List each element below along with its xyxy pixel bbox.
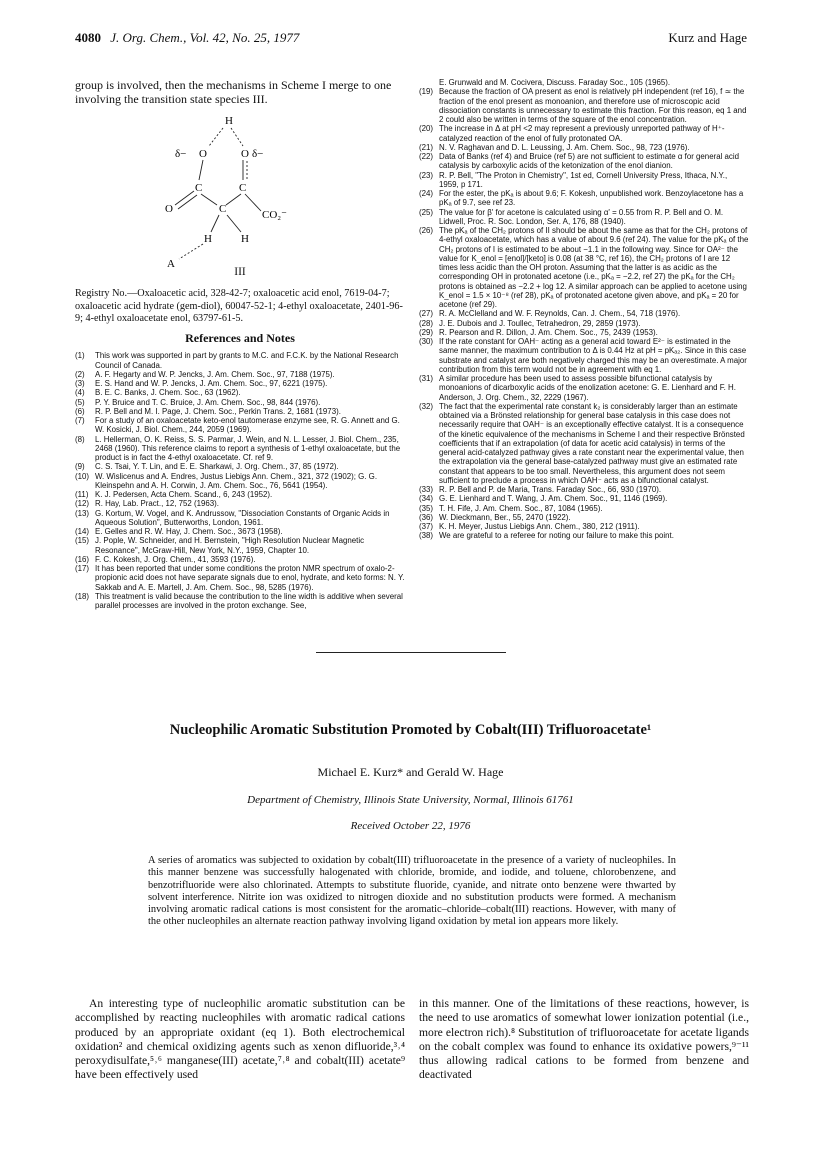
reference-item [419,328,749,337]
bond-c-h-right [227,215,241,232]
reference-text: If the rate constant for OAH⁻ acting as a general acid toward E²⁻ is estimated in the same manner, the maximum contribution to Δ is 0.44 Hz at pH = pKₐ₂. Since in this case substrate and catalyst are both negatively charged this may be an overestimate. A major contribution from this term would not be in agreement with eq 1. [439,337,747,374]
body-paragraph: in this manner. One of the limitations of these reactions, however, is the need to use aromatics of somewhat lower ionization potential (i.e., more electron rich).⁸ Substitution of trifluoroacetate for acetate ligands on the cobalt complex was found to enhance its oxidative powers,⁹⁻¹¹ thus allowing radical cations to be formed from benzene and deactivated [419,997,749,1082]
references-right [419,78,749,541]
lead-paragraph: group is involved, then the mechanisms in Scheme I merge to one involving the transition state species III. [75,78,392,107]
bond-c-c-left [201,194,217,205]
atom-o-right: O [241,148,249,161]
atom-c-right: C [239,182,247,195]
reference-item [75,462,405,471]
reference-text: W. Wislicenus and A. Endres, Justus Liebigs Ann. Chem., 321, 372 (1902); G. G. Kleinspehn and A. H. Corwin, J. Am. Chem. Soc., 76, 5641 (1954). [95,471,378,490]
reference-text: E. S. Hand and W. P. Jencks, J. Am. Chem. Soc., 97, 6221 (1975). [95,379,328,389]
reference-text: P. Y. Bruice and T. C. Bruice, J. Am. Chem. Soc., 98, 844 (1976). [95,397,321,407]
reference-item [419,78,749,87]
reference-text: G. E. Lienhard and T. Wang, J. Am. Chem. Soc., 91, 1146 (1969). [439,494,668,504]
running-authors: Kurz and Hage [668,30,747,45]
reference-text: C. S. Tsai, Y. T. Lin, and E. E. Sharkawi, J. Org. Chem., 37, 85 (1972). [95,462,339,472]
reference-item [419,309,749,318]
reference-text: R. Hay, Lab. Pract., 12, 752 (1963). [95,499,219,509]
reference-text: J. E. Dubois and J. Toullec, Tetrahedron, 29, 2859 (1973). [439,318,641,328]
structure-label: III [234,266,246,279]
atom-a-base: A [167,258,175,271]
reference-number: (29) [419,327,434,337]
reference-item [419,319,749,328]
atom-h-top: H [225,115,233,128]
reference-text: This treatment is valid because the contribution to the line width is additive when several parallel processes are involved in the proton exchange. See, [95,591,403,611]
reference-number: (6) [75,406,85,416]
atom-c-center: C [219,203,227,216]
reference-text: A similar procedure has been used to assess possible bifunctional catalysis by monoanions of dicarboxylic acids of the enolization acetone: G. E. Lienhard and F. H. Anderson, J. Org. Chem., 32, 2229 (1967). [439,374,736,402]
reference-number: (8) [75,434,85,444]
reference-number: (21) [419,142,434,152]
bond-c-o-double-2 [178,195,197,209]
reference-number: (17) [75,564,90,574]
reference-text: R. Pearson and R. Dillon, J. Am. Chem. Soc., 75, 2439 (1953). [439,327,658,337]
reference-number: (19) [419,87,434,97]
references-heading: References and Notes [185,331,295,346]
reference-item [419,171,749,190]
reference-item [419,402,749,485]
reference-item [419,87,749,124]
reference-item [419,124,749,143]
reference-item [75,351,405,370]
reference-item [75,388,405,397]
references-left [75,351,405,610]
body-column-left [75,997,405,1083]
reference-number: (9) [75,462,85,472]
reference-text: The fact that the experimental rate constant k₂ is considerably larger than an estimate obtained via a Brönsted relationship for general base catalysis in this case does not necessarily require that OAH⁻ is an exceptionally effective catalyst. It is a consequence of the kinetic equivalence of the mechanisms in Scheme I and their respective Brönsted coefficients that if an extrapolation (of data for acetic acid catalysis) in terms of the general acid-catalyzed pathway gives a rate constant near the experimental value, then the extrapolation via the general base-catalyzed pathway must give an estimated rate constant that appears to be too small. Nevertheless, this argument does not seem sufficient to preclude a process in which OAH⁻ acts as a bifunctional catalyst. [439,401,745,485]
reference-item [75,536,405,555]
atom-o-carbonyl: O [165,203,173,216]
reference-item [419,485,749,494]
reference-item [75,592,405,611]
article-title: Nucleophilic Aromatic Substitution Promoted by Cobalt(III) Trifluoroacetate¹ [169,722,652,738]
reference-item [419,374,749,402]
structure-iii [157,112,307,270]
reference-text: A. F. Hegarty and W. P. Jencks, J. Am. Chem. Soc., 97, 7188 (1975). [95,369,335,379]
reference-text: T. H. Fife, J. Am. Chem. Soc., 87, 1084 (1965). [439,503,603,513]
reference-text: R. P. Bell, "The Proton in Chemistry", 1st ed, Cornell University Press, Ithaca, N.Y., 1959, p 171. [439,170,728,189]
reference-number: (3) [75,379,85,389]
reference-number: (18) [75,591,90,601]
atom-h-lower-left: H [204,233,212,246]
body-paragraph: An interesting type of nucleophilic aromatic substitution can be accomplished by reacting nucleophiles with aromatic radical cations produced by an appropriate oxidant (eq 1). Both electrochemical oxidation² and chemical oxidizing agents such as xenon difluoride,³˒⁴ peroxydisulfate,⁵˒⁶ manganese(III) acetate,⁷˒⁸ and cobalt(III) acetate⁹ have been effectively used [75,997,405,1082]
reference-item [75,564,405,592]
reference-text: K. H. Meyer, Justus Liebigs Ann. Chem., 380, 212 (1911). [439,522,640,531]
reference-text: B. E. C. Banks, J. Chem. Soc., 63 (1962). [95,388,241,398]
atom-h-lower-right: H [241,233,249,246]
reference-text: Data of Banks (ref 4) and Bruice (ref 5) are not sufficient to estimate α for general acid catalysis by carboxylic acids of the ketonization of the enol dianion. [439,152,740,171]
reference-number: (14) [75,527,90,537]
article-divider [316,652,506,653]
reference-number: (24) [419,189,434,198]
reference-text: The increase in Δ at pH <2 may represent a previously unreported pathway of H⁺-catalyzed reaction of the enol of fully protonated OA. [439,124,725,143]
bond-c-c-right [226,194,241,205]
hbond-left [209,128,223,146]
right-column [419,78,749,541]
reference-text: N. V. Raghavan and D. L. Leussing, J. Am. Chem. Soc., 98, 723 (1976). [439,142,690,152]
carboxylate-group: CO₂⁻ [262,209,287,222]
registry-numbers: Registry No.—Oxaloacetic acid, 328-42-7; oxaloacetic acid enol, 7619-04-7; oxaloacetic acid hydrate (gem-diol), 60047-52-1; 4-ethyl oxaloacetate, 2401-96-9; 4-ethyl oxaloacetate enol, 63797-61-5. [75,288,403,324]
reference-number: (10) [75,471,90,481]
reference-number: (5) [75,397,85,407]
bond-o-c-left [199,160,203,180]
reference-item [75,416,405,435]
reference-item [75,398,405,407]
bond-c-o-double-1 [175,191,194,205]
reference-number: (15) [75,536,90,546]
reference-number: (28) [419,318,434,328]
left-column [75,78,405,610]
reference-text: We are grateful to a referee for noting our failure to make this point. [439,531,674,541]
bond-c-co2 [245,194,261,211]
reference-text: For the ester, the pKₐ is about 9.6; F. Kokesh, unpublished work. Benzoylacetone has a pKₐ of 9.7, see ref 23. [439,189,744,208]
reference-number: (22) [419,152,434,161]
reference-item [419,522,749,531]
reference-number: (30) [419,337,434,346]
reference-text: G. Kortum, W. Vogel, and K. Andrussow, "Dissociation Constants of Organic Acids in Aqueous Solution", Butterworths, London, 1961. [95,508,390,527]
reference-text: E. Grunwald and M. Cocivera, Discuss. Faraday Soc., 105 (1965). [439,78,671,87]
reference-item [75,555,405,564]
reference-text: W. Dieckmann, Ber., 55, 2470 (1922). [439,512,571,522]
reference-text: R. P. Bell and P. de Maria, Trans. Faraday Soc., 66, 930 (1970). [439,485,662,494]
reference-number: (16) [75,554,90,564]
reference-item [419,504,749,513]
abstract: A series of aromatics was subjected to oxidation by cobalt(III) trifluoroacetate in the presence of a variety of nucleophiles. In this manner benzene was successfully halogenated with chloride, bromide, and iodide, and toluene, chlorobenzene, and benzotrifluoride were also chlorinated. Attempts to substitute fluoride, cyanide, and nitrate onto benzene were thwarted by solvent interference. Nitrite ion was oxidized to nitrogen dioxide and no substitution products were formed. A mechanism involving aromatic radical cations is most consistent for the aromatic–chloride–cobalt(III) reactions. However, with many of the other nucleophiles an alternate reaction pathway involving ligand oxidation by metal ion appears more likely. [148,855,676,928]
reference-item [75,435,405,463]
reference-item [75,379,405,388]
page-number: 4080 [75,30,101,45]
atom-c-left: C [195,182,203,195]
reference-text: L. Hellerman, O. K. Reiss, S. S. Parmar, J. Wein, and N. L. Lesser, J. Biol. Chem., 235, 2468 (1960). This reference claims to report a synthesis of 1-ethyl oxaloacetate, but the product is in fact the 4-ethyl oxaloacetate. Cf. ref 9. [95,434,401,463]
reference-number: (7) [75,416,85,426]
reference-number: (34) [419,494,434,504]
reference-item [419,208,749,227]
journal-citation: J. Org. Chem., Vol. 42, No. 25, 1977 [110,30,300,45]
reference-text: K. J. Pedersen, Acta Chem. Scand., 6, 243 (1952). [95,490,273,500]
body-column-right [419,997,749,1083]
reference-number: (25) [419,207,434,217]
reference-text: This work was supported in part by grants to M.C. and F.C.K. by the National Research Council of Canada. [95,351,399,370]
reference-number: (36) [419,512,434,522]
reference-item [419,337,749,374]
reference-text: The value for β' for acetone is calculated using α' = 0.55 from R. P. Bell and O. M. Lidwell, Proc. R. Soc. London, Ser. A, 176, 88 (1940). [439,207,724,226]
reference-number: (38) [419,531,434,541]
reference-text: R. A. McClelland and W. F. Reynolds, Can. J. Chem., 54, 718 (1976). [439,309,681,319]
reference-text: For a study of an oxaloacetate keto-enol tautomerase enzyme see, R. G. Annett and G. W. Kosicki, J. Biol. Chem., 244, 2059 (1969). [95,416,400,435]
reference-number: (1) [75,351,85,361]
reference-number: (2) [75,369,85,379]
reference-item [75,499,405,508]
reference-number: (4) [75,388,85,398]
reference-item [419,226,749,309]
reference-item [75,472,405,491]
reference-number: (11) [75,490,89,500]
reference-item [75,490,405,499]
reference-number: (26) [419,226,434,235]
reference-text: E. Gelles and R. W. Hay, J. Chem. Soc., 3673 (1958). [95,527,283,537]
reference-number: (13) [75,508,90,518]
reference-text: It has been reported that under some conditions the proton NMR spectrum of oxalo-2-propionic acid does not have separate signals due to enol, hydrate, and keto forms: N. Y. Sakkab and A. E. Martell, J. Am. Chem. Soc., 98, 5285 (1976). [95,564,405,592]
reference-item [75,509,405,528]
hbond-right [231,128,243,146]
reference-number: (12) [75,499,90,509]
reference-number: (32) [419,401,434,411]
reference-text: J. Pople, W. Schneider, and H. Bernstein, "High Resolution Nuclear Magnetic Resonance", McGraw-Hill, New York, N.Y., 1959, Chapter 10. [95,536,365,555]
reference-text: Because the fraction of OA present as enol is relatively pH independent (ref 16), f ≃ the fraction of the enol present as monoanion, and therefore use of microscopic acid dissociation constants is unnecessary to estimate this fraction. For this reason, eq 1 and 2 could also be written in terms of the square of the enol concentration. [439,87,747,124]
hbond-a [179,244,203,259]
reference-number: (35) [419,503,434,513]
reference-item [419,143,749,152]
reference-item [419,189,749,208]
reference-number [419,78,439,87]
reference-item [75,370,405,379]
running-header [75,30,747,50]
reference-item [419,152,749,171]
reference-number: (23) [419,170,434,180]
reference-number: (27) [419,309,434,319]
reference-item [419,531,749,540]
reference-item [75,527,405,536]
reference-item [419,494,749,503]
reference-text: F. C. Kokesh, J. Org. Chem., 41, 3593 (1976). [95,554,256,564]
delta-minus-left: δ− [175,148,187,161]
received-date: Received October 22, 1976 [350,820,471,832]
atom-o-left: O [199,148,207,161]
reference-item [419,513,749,522]
affiliation: Department of Chemistry, Illinois State University, Normal, Illinois 61761 [247,794,574,806]
reference-text: The pKₐ of the CH₂ protons of II should be about the same as that for the CH₂ protons of 4-ethyl oxaloacetate, which has a value of about 9.6 (ref 24). The value for the pKₐ of the CH₂ protons of I is estimated to be about −1.1 in the following way. Since for OA²⁻ the value for K_enol = [enol]/[keto] is 0.08 (at 38 °C, ref 16), the CH₂ protons of I are 12 times less acidic than the OH proton. Assuming that the latter is as acidic as the corresponding OH in protonated acetone (i.e., pKₐ = −2.2, ref 27) the pKₐ for the CH₂ protons is obtained as −2.2 + log 12. A similar approach can be applied to acetone using K_enol = 1.5 × 10⁻⁸ (ref 28), pKₐ of protonated acetone given above, and pKₐ = 20 for acetone (ref 29). [439,226,749,309]
reference-number: (31) [419,374,434,383]
reference-item [75,407,405,416]
article-authors: Michael E. Kurz* and Gerald W. Hage [317,765,504,779]
reference-number: (20) [419,124,434,134]
reference-number: (33) [419,485,434,494]
delta-minus-right: δ− [252,148,264,161]
reference-number: (37) [419,522,434,531]
reference-text: R. P. Bell and M. I. Page, J. Chem. Soc., Perkin Trans. 2, 1681 (1973). [95,406,341,416]
bond-c-h-left [211,215,219,232]
